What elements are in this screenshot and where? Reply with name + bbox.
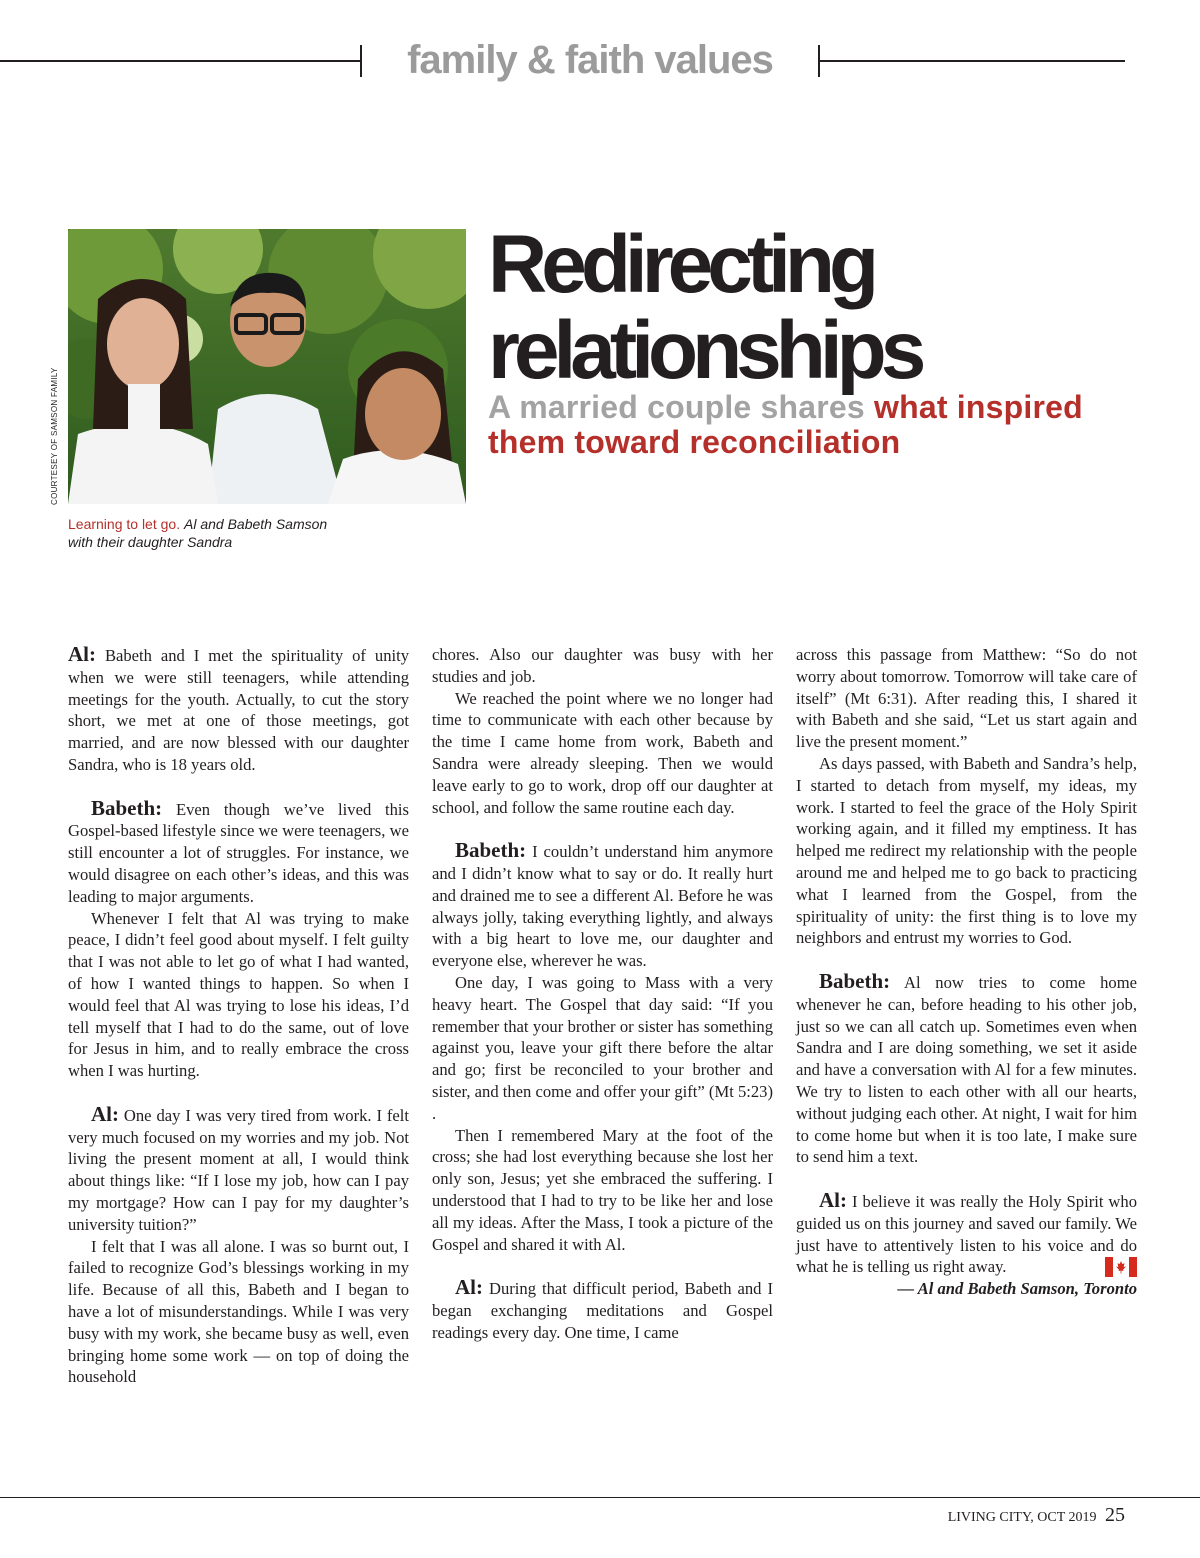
paragraph-text: We reached the point where we no longer had time to communicate with each other because by the time I came home from work, Babeth and Sandra were already sleeping. Then we would leave early to go to work, drop off our daughter at school, and follow the same routine each day. xyxy=(432,688,773,817)
headline-line-1: Redirecting xyxy=(488,219,874,310)
paragraph-text: across this passage from Matthew: “So do not worry about tomorrow. Tomorrow will take care of itself” (Mt 6:31). After reading this, I shared it with Babeth and she said, “Let us start again and live the present moment.” xyxy=(796,645,1137,752)
article-signature: — Al and Babeth Samson, Toronto xyxy=(897,1279,1137,1299)
article-paragraph xyxy=(432,1277,773,1343)
article-paragraph xyxy=(432,1125,773,1256)
family-photo xyxy=(68,229,466,504)
photo-credit: COURTESEY OF SAMSON FAMILY xyxy=(50,367,59,505)
article-paragraph xyxy=(68,1236,409,1389)
article-paragraph xyxy=(68,795,409,908)
subtitle-red: what inspired them toward reconciliation xyxy=(488,389,1083,460)
paragraph-text: I couldn’t understand him anymore and I didn’t know what to say or do. It really hurt and drained me to see a different Al. Before he was always jolly, taking everything lightly, and always with a big heart to love me, our daughter and everyone else, wherever he was. xyxy=(432,842,773,971)
paragraph-text: Whenever I felt that Al was trying to make peace, I didn’t feel good about myself. I felt guilty that I was not able to let go of what I had wanted, of how I wanted things to happen. So when I would feel that Al was trying to lose his ideas, I’d tell myself that I had to do the same, out of love for Jesus in him, and to really embrace the cross when I was hurting. xyxy=(68,908,409,1081)
article-paragraph xyxy=(796,644,1137,753)
photo-caption xyxy=(68,515,348,551)
article-column-3 xyxy=(796,644,1137,1300)
article-paragraph xyxy=(68,644,409,776)
publication-name: LIVING CITY, OCT 2019 xyxy=(947,1510,1097,1525)
section-label: family & faith values xyxy=(407,38,773,82)
paragraph-text: Then I remembered Mary at the foot of the cross; she had lost everything because she lost her only son, Jesus; yet she embraced the suffering. I understood that I had to try to be like her and lose all my ideas. After the Mass, I took a picture of the Gospel and shared it with Al. xyxy=(432,1125,773,1254)
paragraph-text: During that difficult period, Babeth and I began exchanging meditations and Gospel readings every day. One time, I came xyxy=(432,1279,773,1342)
speaker-label: Babeth: xyxy=(819,968,891,993)
subtitle xyxy=(488,390,1168,460)
footer-rule xyxy=(0,1497,1200,1498)
header-rule-right xyxy=(820,60,1125,62)
article-paragraph xyxy=(796,968,1137,1168)
article-column-2 xyxy=(432,644,773,1344)
paragraph-text: One day I was very tired from work. I felt very much focused on my worries and my job. Not living the present moment at all, I would think about things like: “If I lose my job, how can I pay my mortgage? How can I pay for my daughter’s university tuition?” xyxy=(68,1105,409,1234)
speaker-label: Al: xyxy=(68,642,96,666)
speaker-label: Babeth: xyxy=(455,838,527,863)
article-paragraph xyxy=(68,908,409,1082)
article-paragraph xyxy=(796,753,1137,949)
paragraph-text: As days passed, with Babeth and Sandra’s help, I started to detach from myself, my ideas, my work. I started to feel the grace of the Holy Spirit working again, and it filled my emptiness. It has helped me redirect my relationship with the people around me and helped me to go back to practicing what I learned from the Gospel, from the spirituality of unity: the first thing is to love my neighbors and entrust my worries to God. xyxy=(796,753,1137,948)
paragraph-text: Babeth and I met the spirituality of unity when we were still teenagers, while attending meetings for the youth. Actually, to cut the story short, we met at one of those meetings, got married, and are now blessed with our daughter Sandra, who is 18 years old. xyxy=(68,646,410,774)
canada-flag-icon xyxy=(1105,1257,1137,1277)
headline xyxy=(488,219,1168,396)
paragraph-text: chores. Also our daughter was busy with her studies and job. xyxy=(432,645,773,686)
headline-line-2: relationships xyxy=(488,305,921,396)
paragraph-text: Al now tries to come home whenever he can, before heading to his other job, just so we can all catch up. Sometimes even when Sandra and I are doing something, we set it aside and have a conversation with Al for a few minutes. We try to listen to each other with all our hearts, without judging each other. At night, I wait for him to come home but when it is too late, I make sure to send him a text. xyxy=(796,972,1137,1167)
page-footer xyxy=(948,1504,1125,1529)
speaker-label: Al: xyxy=(819,1187,847,1212)
subtitle-grey: A married couple shares xyxy=(488,389,865,425)
speaker-label: Al: xyxy=(91,1101,119,1126)
page-number: 25 xyxy=(1105,1504,1125,1526)
speaker-label: Babeth: xyxy=(91,795,163,820)
header-rule-left xyxy=(0,60,360,62)
paragraph-text: I believe it was really the Holy Spirit who guided us on this journey and saved our family. We just have to attentively listen to his voice and do what he is telling us right away. xyxy=(796,1191,1137,1277)
article-paragraph xyxy=(432,972,773,1125)
article-paragraph xyxy=(432,840,773,972)
article-paragraph xyxy=(432,644,773,688)
article-column-1 xyxy=(68,644,409,1388)
paragraph-text: Even though we’ve lived this Gospel-based lifestyle since we were teenagers, we still encounter a lot of struggles. For instance, we would disagree on each other’s ideas, and this was leading to major arguments. xyxy=(68,799,409,906)
caption-text: Al and Babeth Samson with their daughter Sandra xyxy=(68,516,328,550)
paragraph-text: One day, I was going to Mass with a very heavy heart. The Gospel that day said: “If you remember that your brother or sister has something against you, leave your gift there before the altar and go; first be reconciled to your brother and sister, and then come and offer your gift” (Mt 5:23) . xyxy=(432,972,773,1123)
article-paragraph xyxy=(432,688,773,819)
article-paragraph xyxy=(68,1101,409,1236)
section-header xyxy=(0,36,1200,86)
speaker-label: Al: xyxy=(455,1275,483,1300)
caption-lead: Learning to let go. xyxy=(68,516,181,532)
article-paragraph xyxy=(796,1187,1137,1278)
paragraph-text: I felt that I was all alone. I was so burnt out, I failed to recognize God’s blessings working in my life. Because of all this, Babeth and I began to have a lot of misunderstandings. While I was very busy with my work, she became busy as well, even bringing home some work — on top of doing the household xyxy=(68,1236,409,1387)
